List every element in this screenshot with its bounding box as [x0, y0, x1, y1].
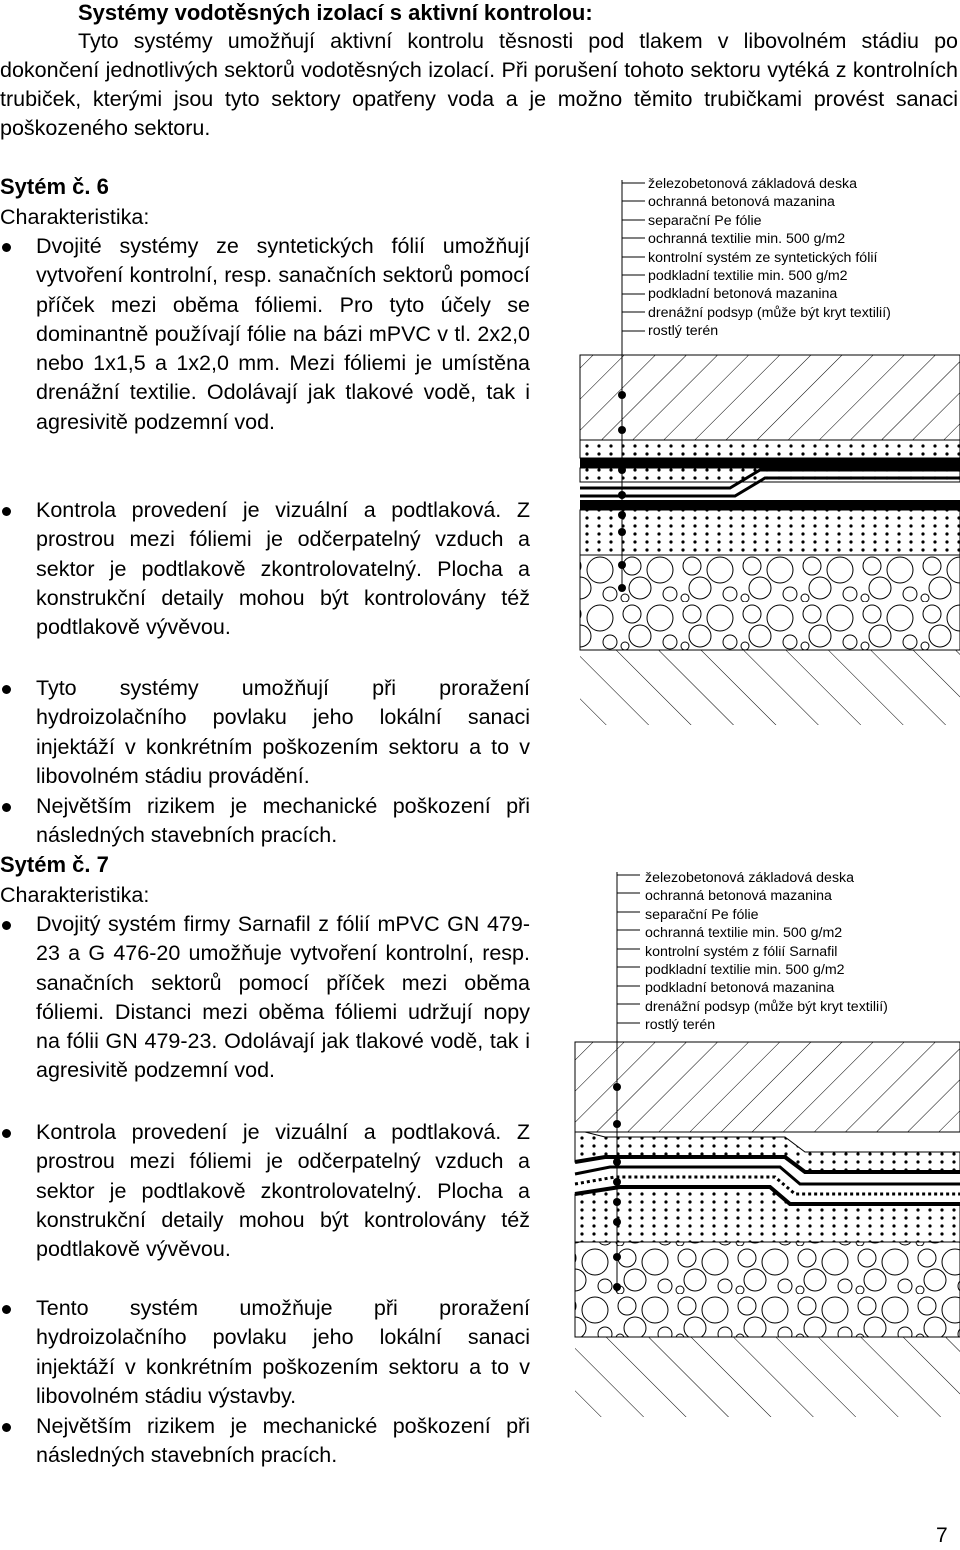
legend-item: podkladní textilie min. 500 g/m2	[648, 268, 848, 285]
legend-item: ochranná textilie min. 500 g/m2	[648, 231, 846, 248]
system6-bullet-1: Dvojité systémy ze syntetických fólií umožňují vytvoření kontrolní, resp. sanačních sektorů pomocí příček mezi oběma fóliemi. Pro tyto účely se dominantně používají fólie na bázi mPVC v tl. 2x2,0 nebo 1x1,5 a 1x2,0 mm. Mezi fóliemi je umístěna drenážní textilie. Odolávají jak tlakové vodě, tak i agresivitě podzemní vod.	[0, 232, 530, 437]
legend-item: ochranná textilie min. 500 g/m2	[645, 925, 843, 942]
system6-bullet-4: Největším rizikem je mechanické poškození při následných stavebních pracích.	[0, 792, 530, 851]
legend-item: podkladní textilie min. 500 g/m2	[645, 962, 845, 979]
legend-item: ochranná betonová mazanina	[645, 888, 832, 905]
system7-bullet-3: Tento systém umožňuje při proražení hydroizolačního povlaku jeho lokální sanaci injektáží v konkrétním poškozením sektoru a to v libovolném stádiu výstavby.	[0, 1294, 530, 1411]
legend-item: rostlý terén	[645, 1017, 716, 1034]
system6-bullet-3: Tyto systémy umožňují při proražení hydroizolačního povlaku jeho lokální sanaci injektáží v konkrétním poškozením sektoru a to v libovolném stádiu provádění.	[0, 674, 530, 791]
page-number: 7	[936, 1524, 948, 1547]
system7-section-diagram	[555, 862, 960, 1422]
legend-item: drenážní podsyp (může být kryt textilií)	[648, 304, 891, 321]
legend-item: drenážní podsyp (může být kryt textilií)	[645, 998, 888, 1015]
system6-heading: Sytém č. 6	[0, 174, 109, 199]
legend-item: železobetonová základová deska	[648, 176, 858, 192]
system6-section-diagram	[560, 170, 960, 730]
legend-item: kontrolní systém z fólií Sarnafil	[645, 943, 838, 960]
system7-subheading: Charakteristika:	[0, 883, 150, 907]
legend-item: železobetonová základová deska	[645, 870, 855, 886]
intro-paragraph: Tyto systémy umožňují aktivní kontrolu těsnosti pod tlakem v libovolném stádiu po dokončení jednotlivých sektorů vodotěsných izolací. Při porušení tohoto sektoru vytéká z kontrolních trubiček, kterými jsou tyto sektory opatřeny voda a je možno těmito trubičkami provést sanaci poškozeného sektoru.	[0, 29, 958, 140]
system7-heading: Sytém č. 7	[0, 852, 109, 877]
legend-item: rostlý terén	[648, 323, 719, 340]
legend-item: separační Pe fólie	[645, 906, 759, 923]
legend-item: separační Pe fólie	[648, 212, 762, 229]
system6-bullet-2: Kontrola provedení je vizuální a podtlaková. Z prostrou mezi fóliemi je odčerpatelný vzduch a sektor je podtlakově zkontrolovatelný. Plocha a konstrukční detaily mohou být kontrolovány též podtlakově vývěvou.	[0, 496, 530, 642]
system7-bullet-2: Kontrola provedení je vizuální a podtlaková. Z prostrou mezi fóliemi je odčerpatelný vzduch a sektor je podtlakově zkontrolovatelný. Plocha a konstrukční detaily mohou být kontrolovány též podtlakově vývěvou.	[0, 1118, 530, 1264]
system6-subheading: Charakteristika:	[0, 205, 150, 229]
system7-bullet-4: Největším rizikem je mechanické poškození při následných stavebních pracích.	[0, 1412, 530, 1471]
legend-item: kontrolní systém ze syntetických fólií	[648, 249, 878, 266]
intro-heading: Systémy vodotěsných izolací s aktivní kontrolou:	[78, 0, 593, 25]
legend-item: ochranná betonová mazanina	[648, 194, 835, 211]
legend-item: podkladní betonová mazanina	[645, 980, 835, 997]
legend-item: podkladní betonová mazanina	[648, 286, 838, 303]
system7-bullet-1: Dvojitý systém firmy Sarnafil z fólií mPVC GN 479-23 a G 476-20 umožňuje vytvoření kontrolní, resp. sanačních sektorů pomocí příček mezi oběma fóliemi. Distanci mezi oběma fóliemi udržují nopy na fólii GN 479-23. Odolávají jak tlakové vodě, tak i agresivitě podzemní vod.	[0, 910, 530, 1086]
